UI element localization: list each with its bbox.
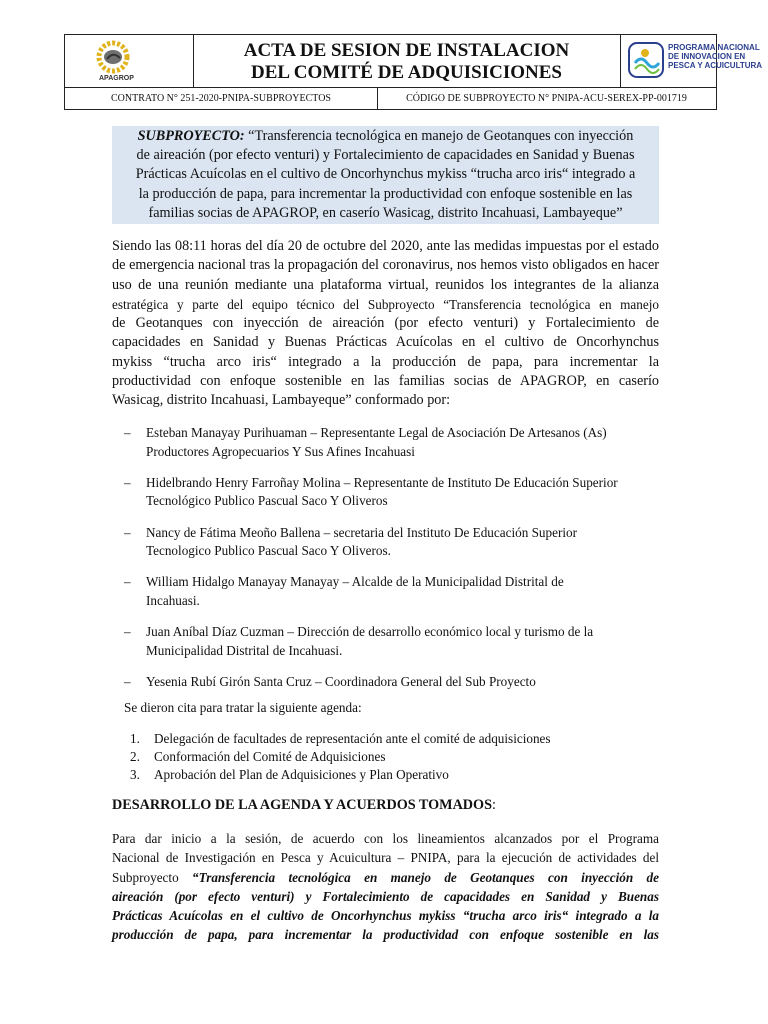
contract-row: [64, 88, 717, 110]
list-item: – Esteban Manayay Purihuaman – Representante Legal de Asociación De Artesanos (As) Productores Agropecuarios Y Sus Afines Incahuasi: [124, 425, 607, 459]
list-item: – Nancy de Fátima Meoño Ballena – secretaria del Instituto De Educación Superior Tecnologico Publico Pascual Saco Y Oliveros.: [124, 524, 578, 559]
list-item: – Yesenia Rubí Girón Santa Cruz – Coordinadora General del Sub Proyecto: [124, 673, 536, 689]
members-list: [124, 424, 664, 704]
pnipa-logo: [621, 35, 763, 87]
apagrop-logo-text: APAGROP: [99, 75, 134, 82]
apagrop-logo: [65, 35, 194, 87]
agenda-intro: Se dieron cita para tratar la siguiente agenda:: [124, 700, 362, 715]
document-title: ACTA DE SESION DE INSTALACION DEL COMITÉ DE ADQUISICIONES: [193, 35, 621, 87]
pnipa-logo-icon: [627, 41, 667, 81]
list-item: 2. Conformación del Comité de Adquisiciones: [130, 749, 386, 765]
list-item: – William Hidalgo Manayay Manayay – Alcalde de la Municipalidad Distrital de Incahuasi.: [124, 574, 564, 608]
list-item: 3. Aprobación del Plan de Adquisiciones y Plan Operativo: [130, 767, 449, 783]
document-header: [64, 34, 763, 88]
intro-paragraph: Siendo las 08:11 horas del día 20 de octubre del 2020, ante las medidas impuestas por el estado de emergencia nacional tras la propagación del coronavirus, nos hemos visto obligados en hacer uso de una reunión mediante una plataforma virtual, reunidos los integrantes de la alianza estratégica y parte del equipo técnico del Subproyecto “Transferencia tecnológica en manejo de Geotanques con inyección de aireación (por efecto venturi) y Fortalecimiento de capacidades en Sanidad y Buenas Prácticas Acuícolas en el cultivo de Oncorhynchus mykiss “trucha arco iris“ integrado a la producción de papa, para incrementar la productividad con enfoque sostenible en las familias socias de APAGROP, en caserío Wasicag, distrito Incahuasi, Lambayeque” conformado por:: [112, 238, 659, 409]
list-item: 1. Delegación de facultades de representación ante el comité de adquisiciones: [130, 731, 551, 746]
pnipa-logo-text: PROGRAMA NACIONAL DE INNOVACION EN PESCA Y ACUICULTURA: [668, 43, 763, 70]
subproject-label: SUBPROYECTO:: [137, 128, 245, 144]
closing-paragraph: Para dar inicio a la sesión, de acuerdo con los lineamientos alcanzados por el Programa Nacional de Investigación en Pesca y Acuicultura – PNIPA, para la ejecución de actividades del Subproyecto “Transferencia tecnológica en manejo de Geotanques con inyección de aireación (por efecto venturi) y Fortalecimiento de capacidades en Sanidad y Buenas Prácticas Acuícolas en el cultivo de Oncorhynchus mykiss “trucha arco iris“ integrado a la producción de papa, para incrementar la productividad con enfoque sostenible en las: [112, 831, 659, 943]
list-item: – Juan Aníbal Díaz Cuzman – Dirección de desarrollo económico local y turismo de la Municipalidad Distrital de Incahuasi.: [124, 624, 594, 658]
subproject-box: SUBPROYECTO: “Transferencia tecnológica en manejo de Geotanques con inyección de aireación (por efecto venturi) y Fortalecimiento de capacidades en Sanidad y Buenas Prácticas Acuícolas en el cultivo de Oncorhynchus mykiss “trucha arco iris“ integrado a la producción de papa, para incrementar la productividad con enfoque sostenible en las familias socias de APAGROP, en caserío Wasicag, distrito Incahuasi, Lambayeque”: [112, 126, 659, 224]
contract-number: CONTRATO N° 251-2020-PNIPA-SUBPROYECTOS: [65, 88, 378, 109]
list-item: – Hidelbrando Henry Farroñay Molina – Representante de Instituto De Educación Superior Tecnológico Publico Pascual Saco Y Oliveros: [124, 474, 618, 509]
section-title: DESARROLLO DE LA AGENDA Y ACUERDOS TOMADOS:: [112, 797, 496, 813]
agenda-list: [130, 730, 551, 785]
subproject-code: CÓDIGO DE SUBPROYECTO N° PNIPA-ACU-SEREX-PP-001719: [406, 93, 687, 104]
